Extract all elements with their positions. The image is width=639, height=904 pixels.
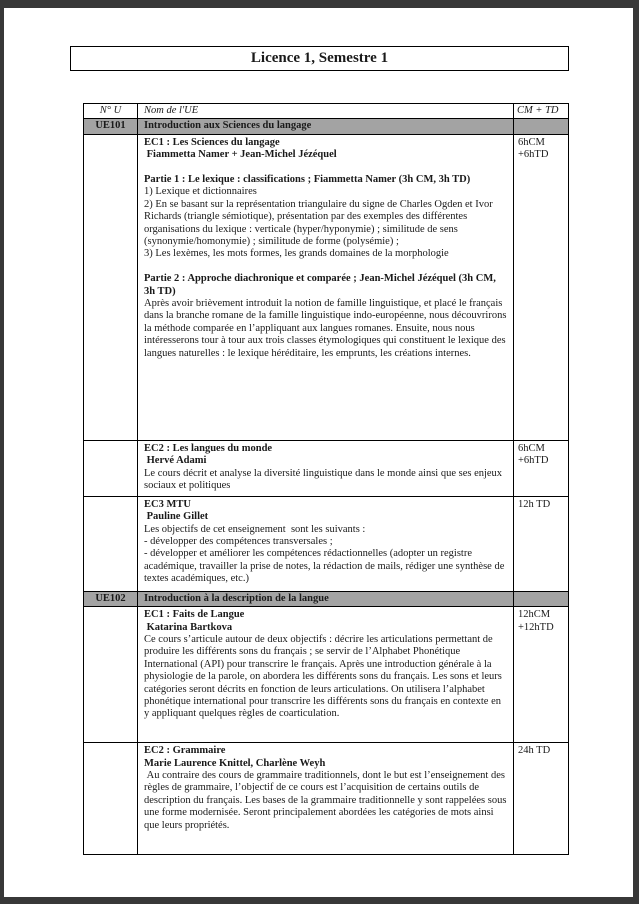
ue-title-cell: Introduction à la description de la langue [138, 591, 514, 606]
course-heading-line: Partie 2 : Approche diachronique et comparée ; Jean-Michel Jézéquel (3h CM, 3h TD) [144, 273, 499, 297]
ue-section-row [84, 119, 569, 134]
course-heading-line: Katarina Bartkova [144, 621, 233, 633]
course-hours-cell [514, 134, 569, 440]
course-heading-line: Pauline Gillet [144, 511, 209, 523]
ue-code-cell: UE102 [84, 591, 138, 606]
course-row [84, 134, 569, 440]
course-row [84, 440, 569, 496]
course-heading-line: EC2 : Les langues du monde [144, 442, 273, 454]
course-text-paragraph: - développer et améliorer les compétences rédactionnelles (adopter un registre académique, travailler la prise de notes, la rédaction de mails, rédiger une synthèse de textes académiques, etc.) [144, 548, 507, 585]
course-heading-line: Hervé Adami [144, 455, 207, 467]
ue-number-empty-cell [84, 440, 138, 496]
document-page [4, 8, 633, 897]
course-table [83, 103, 569, 855]
course-text-paragraph: 2) En se basant sur la représentation triangulaire du signe de Charles Ogden et Ivor Richards (triangle sémiotique), présentation par des exemples des différentes organisations du lexique : verticale (hyper/hyponymie) ; similitude de sens (synonymie/homonymie) ; similitude de forme (polysémie) ; [144, 198, 496, 248]
course-text-paragraph: - développer des compétences transversales ; [144, 536, 333, 548]
course-hours-line: +6hTD [518, 149, 549, 161]
course-description-cell [138, 607, 514, 743]
course-text-paragraph: Après avoir brièvement introduit la notion de famille linguistique, et placé le français dans la branche romane de la famille linguistique indo-européenne, nous découvrirons la méthode comparée en l’appliquant aux langues romanes. Ensuite, nous nous intéresserons tour à tour aux trois classes étymologiques qui constituent le lexique des langues naturelles : le lexique héréditaire, les emprunts, les créations internes. [144, 298, 510, 359]
ue-number-empty-cell [84, 743, 138, 855]
page-title: Licence 1, Semestre 1 [250, 50, 389, 66]
ue-number-empty-cell [84, 496, 138, 591]
course-description-cell [138, 496, 514, 591]
course-hours-line: 12hCM [518, 609, 551, 621]
course-description-cell [138, 134, 514, 440]
header-cm-td: CM + TD [514, 104, 569, 119]
table-header-row [84, 104, 569, 119]
ue-code-cell: UE101 [84, 119, 138, 134]
course-hours-cell [514, 607, 569, 743]
course-hours-line: 6hCM [518, 442, 545, 454]
paragraph-spacer [144, 261, 507, 273]
course-text-paragraph: Au contraire des cours de grammaire traditionnels, dont le but est l’enseignement des règles de grammaire, l’objectif de ce cours est l’acquisition de certains outils de description du français. Les bases de la grammaire traditionnelle y sont rappelées sous une forme modernisée. Seront principalement abordées les catégories de mots ainsi que leurs propriétés. [144, 770, 510, 831]
course-row [84, 496, 569, 591]
course-heading-line: EC2 : Grammaire [144, 745, 226, 757]
course-heading-line: Fiammetta Namer + Jean-Michel Jézéquel [144, 149, 337, 161]
ue-hours-empty-cell [514, 591, 569, 606]
course-hours-line: 6hCM [518, 136, 545, 148]
course-heading-line: EC3 MTU [144, 498, 191, 510]
ue-hours-empty-cell [514, 119, 569, 134]
course-text-paragraph: 3) Les lexèmes, les mots formes, les grands domaines de la morphologie [144, 248, 449, 260]
course-text-paragraph: Les objectifs de cet enseignement sont les suivants : [144, 523, 366, 535]
course-hours-line: +12hTD [518, 621, 554, 633]
course-hours-cell [514, 496, 569, 591]
course-text-paragraph: Le cours décrit et analyse la diversité linguistique dans le monde ainsi que ses enjeux sociaux et politiques [144, 467, 505, 492]
course-description-cell [138, 743, 514, 855]
ue-section-row [84, 591, 569, 606]
ue-number-empty-cell [84, 607, 138, 743]
course-heading-line: EC1 : Les Sciences du langage [144, 136, 280, 148]
page-title-box [70, 46, 569, 71]
course-hours-line: 12h TD [518, 498, 551, 510]
course-heading-line: EC1 : Faits de Langue [144, 609, 245, 621]
ue-title-cell: Introduction aux Sciences du langage [138, 119, 514, 134]
header-ue-number: N° U [84, 104, 138, 119]
header-ue-name: Nom de l'UE [138, 104, 514, 119]
course-description-cell [138, 440, 514, 496]
course-row [84, 607, 569, 743]
course-hours-line: 24h TD [518, 745, 551, 757]
course-row [84, 743, 569, 855]
course-text-paragraph: 1) Lexique et dictionnaires [144, 186, 257, 198]
ue-number-empty-cell [84, 134, 138, 440]
course-heading-line: Marie Laurence Knittel, Charlène Weyh [144, 757, 326, 769]
course-text-paragraph: Ce cours s’articule autour de deux objectifs : décrire les articulations permettant de produire les différents sons du français ; se servir de l’Alphabet Phonétique International (API) pour transcrire le français. Après une introduction générale à la physiologie de la parole, on abordera les différents sons du français. Les sons et leurs catégories seront décrits en fonction de leurs articulations. On utilisera l’alphabet phonétique international pour transcrire les différents sons du français en contexte en y appliquant quelques règles de coarticulation. [144, 634, 505, 720]
course-heading-line: Partie 1 : Le lexique : classifications ; Fiammetta Namer (3h CM, 3h TD) [144, 174, 471, 186]
paragraph-spacer [144, 162, 507, 174]
course-hours-cell [514, 440, 569, 496]
course-hours-cell [514, 743, 569, 855]
course-hours-line: +6hTD [518, 455, 549, 467]
